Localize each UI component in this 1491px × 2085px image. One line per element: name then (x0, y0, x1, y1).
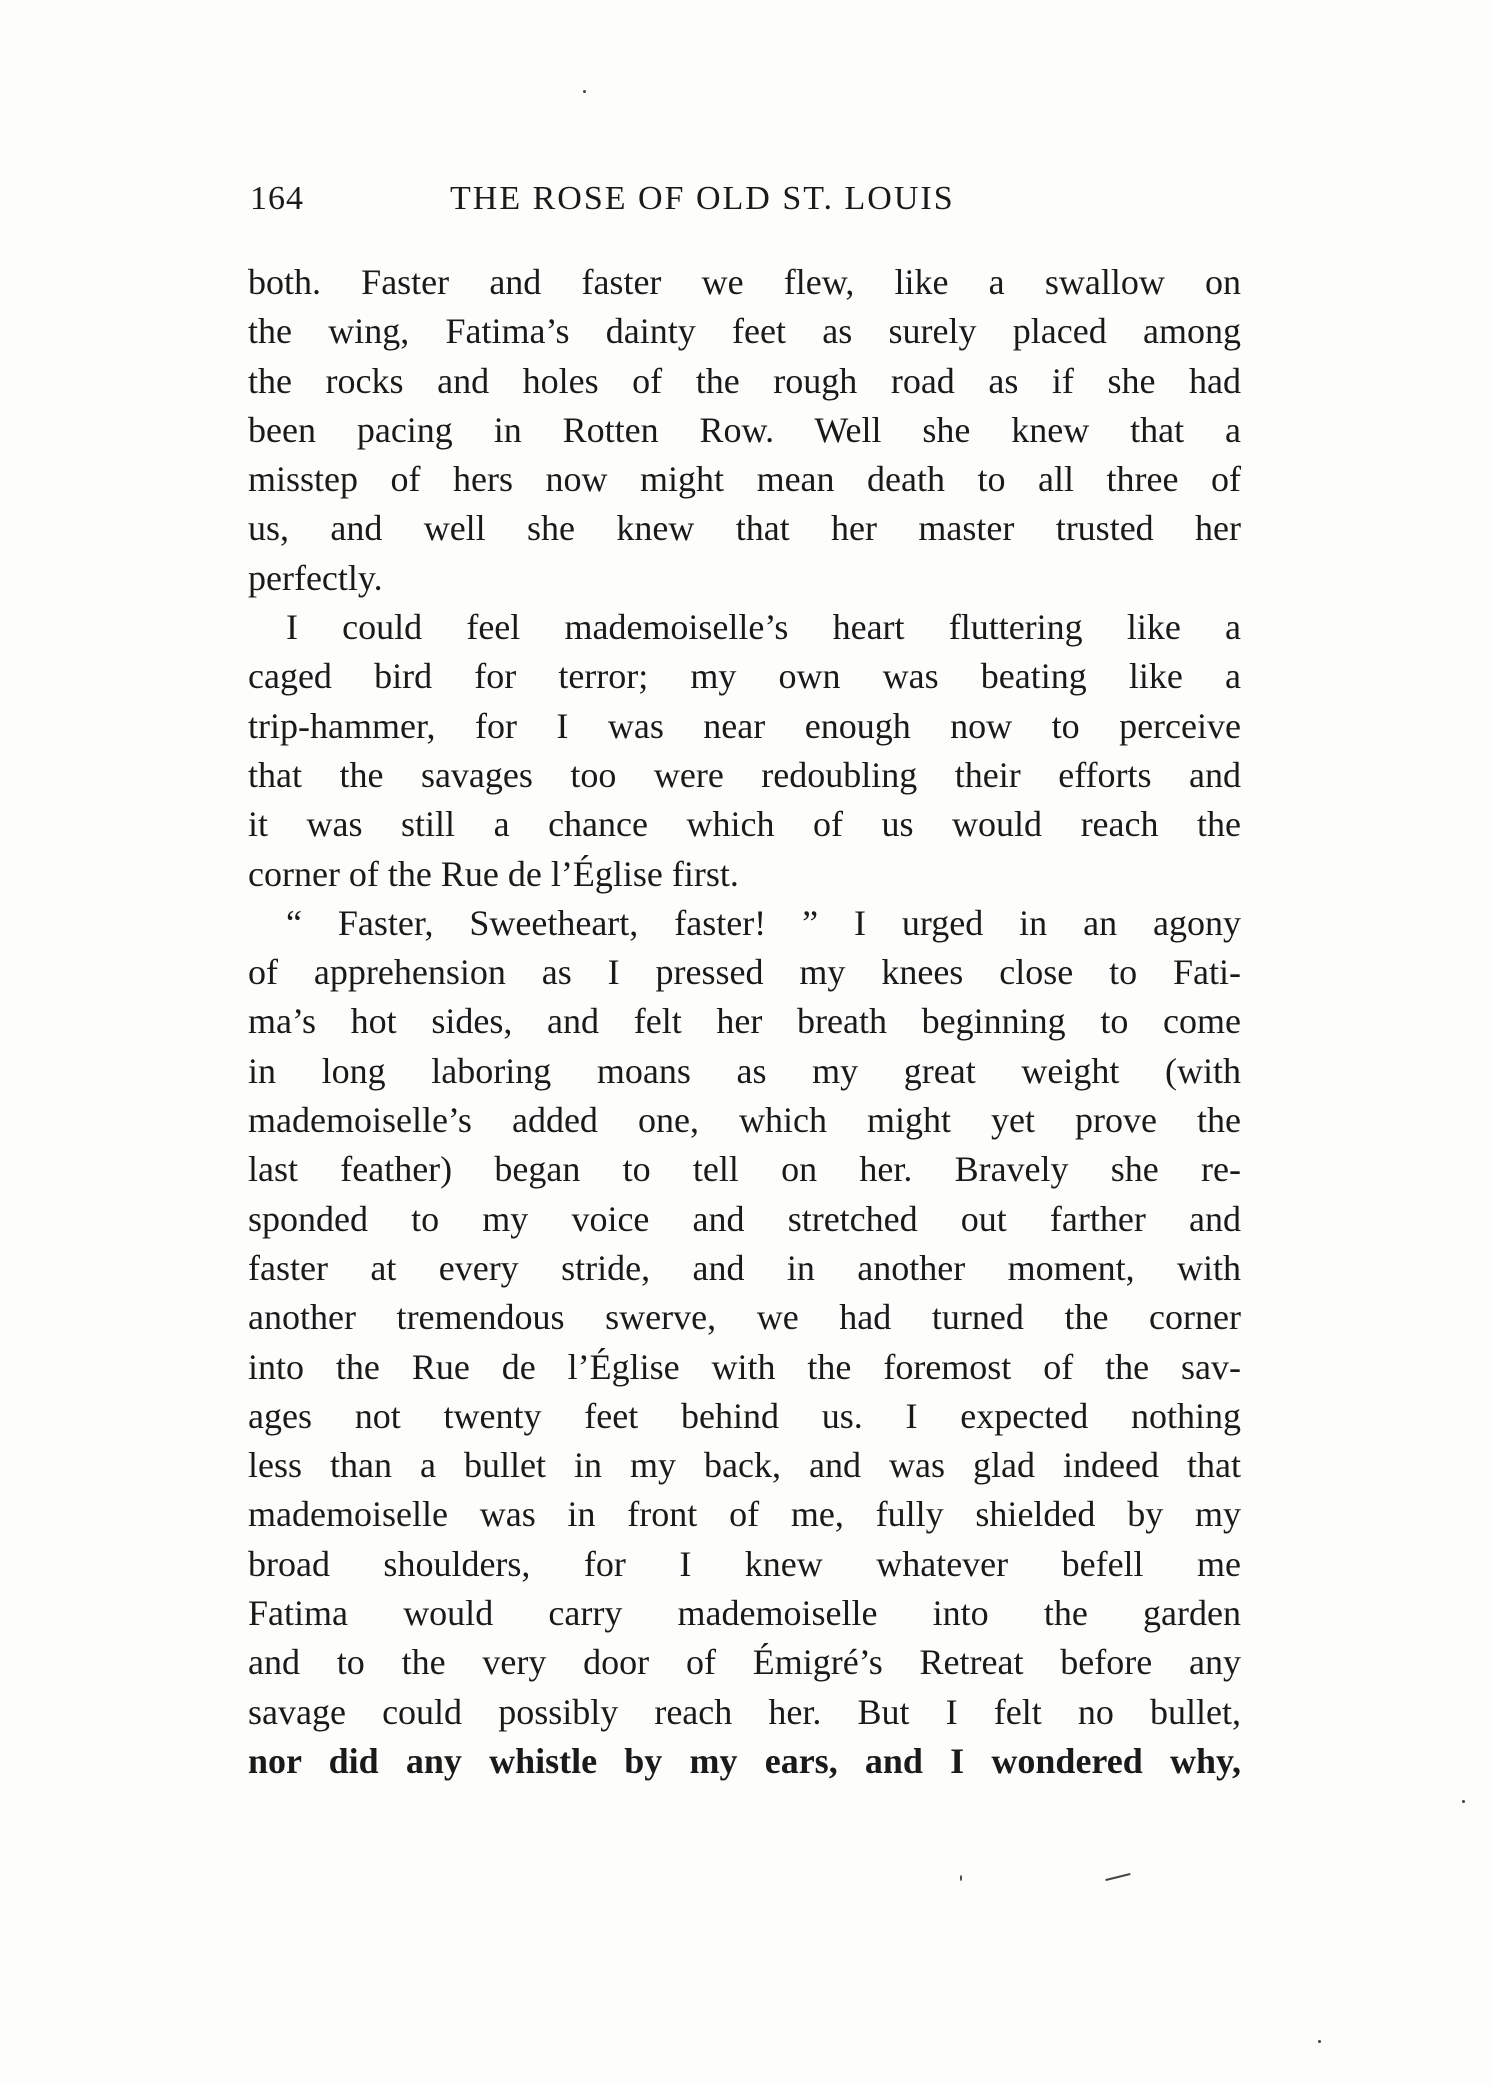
text-line: and to the very door of Émigré’s Retreat before any (248, 1642, 1241, 1683)
scan-speck (1318, 2040, 1321, 2043)
page-number: 164 (250, 180, 304, 217)
text-line: in long laboring moans as my great weight (with (248, 1050, 1241, 1091)
text-line: faster at every stride, and in another moment, with (248, 1247, 1241, 1288)
text-line: caged bird for terror; my own was beating like a (248, 656, 1241, 697)
text-line: corner of the Rue de l’Église first. (248, 853, 739, 894)
text-line: perfectly. (248, 557, 383, 598)
text-line: mademoiselle’s added one, which might yet prove the (248, 1100, 1241, 1141)
scan-speck (1462, 1800, 1465, 1803)
text-line: broad shoulders, for I knew whatever befell me (248, 1543, 1241, 1584)
text-line: the rocks and holes of the rough road as if she had (248, 360, 1241, 401)
text-line: misstep of hers now might mean death to all three of (248, 459, 1241, 500)
text-line: into the Rue de l’Église with the foremost of the sav- (248, 1346, 1241, 1387)
text-line: I could feel mademoiselle’s heart fluttering like a (286, 607, 1241, 648)
text-line: nor did any whistle by my ears, and I wondered why, (248, 1740, 1241, 1781)
text-line: the wing, Fatima’s dainty feet as surely placed among (248, 311, 1241, 352)
text-line: ma’s hot sides, and felt her breath beginning to come (248, 1001, 1241, 1042)
text-line: savage could possibly reach her. But I felt no bullet, (248, 1691, 1241, 1732)
text-line: of apprehension as I pressed my knees close to Fati- (248, 952, 1241, 993)
text-line: mademoiselle was in front of me, fully shielded by my (248, 1494, 1241, 1535)
running-head (250, 180, 1240, 230)
text-line: it was still a chance which of us would reach the (248, 804, 1241, 845)
scan-speck (960, 1875, 962, 1881)
text-line: been pacing in Rotten Row. Well she knew that a (248, 409, 1241, 450)
text-line: us, and well she knew that her master trusted her (248, 508, 1241, 549)
text-line: last feather) began to tell on her. Bravely she re- (248, 1149, 1241, 1190)
running-title: THE ROSE OF OLD ST. LOUIS (450, 180, 955, 217)
text-line: “ Faster, Sweetheart, faster! ” I urged in an agony (286, 902, 1241, 943)
text-line: Fatima would carry mademoiselle into the garden (248, 1593, 1241, 1634)
scan-speck (583, 90, 586, 93)
text-line: that the savages too were redoubling their efforts and (248, 754, 1241, 795)
text-line: another tremendous swerve, we had turned the corner (248, 1297, 1241, 1338)
text-line: both. Faster and faster we flew, like a swallow on (248, 262, 1241, 302)
text-line: sponded to my voice and stretched out farther and (248, 1198, 1241, 1239)
text-line: trip-hammer, for I was near enough now to perceive (248, 705, 1241, 746)
text-line: less than a bullet in my back, and was glad indeed that (248, 1445, 1241, 1486)
body-text (248, 258, 1241, 1786)
scan-speck (1105, 1873, 1131, 1881)
text-line: ages not twenty feet behind us. I expected nothing (248, 1395, 1241, 1436)
